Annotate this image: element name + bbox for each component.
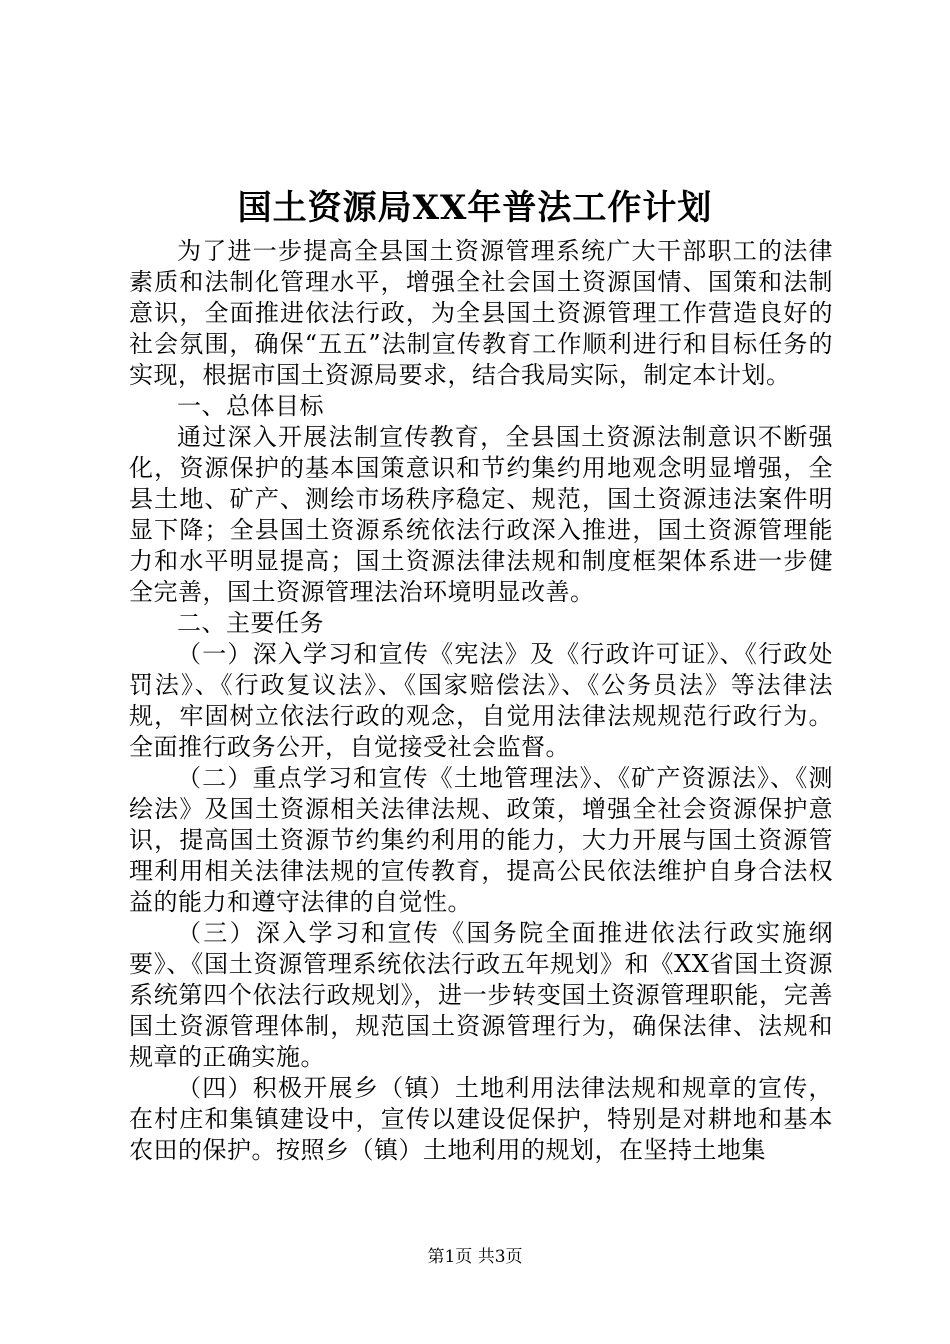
paragraph-overall-goal: 通过深入开展法制宣传教育，全县国土资源法制意识不断强化，资源保护的基本国策意识和节约集约用地观念明显增强，全县土地、矿产、测绘市场秩序稳定、规范，国土资源违法案件明显下降；全县国土资源系统依法行政深入推进，国土资源管理能力和水平明显提高；国土资源法律法规和制度框架体系进一步健全完善，国土资源管理法治环境明显改善。 bbox=[129, 423, 833, 606]
document-title: 国土资源局XX年普法工作计划 bbox=[237, 188, 713, 228]
paragraph-task-2: （二）重点学习和宣传《土地管理法》、《矿产资源法》、《测绘法》及国土资源相关法律法规、政策，增强全社会资源保护意识，提高国土资源节约集约利用的能力，大力开展与国土资源管理利用相关法律法规的宣传教育，提高公民依法维护自身合法权益的能力和遵守法律的自觉性。 bbox=[129, 764, 833, 916]
section-heading-overall-goal: 一、总体目标 bbox=[177, 392, 324, 420]
paragraph-task-3: （三）深入学习和宣传《国务院全面推进依法行政实施纲要》、《国土资源管理系统依法行政五年规划》和《XX省国土资源系统第四个依法行政规划》，进一步转变国土资源管理职能，完善国土资源管理体制，规范国土资源管理行为，确保法律、法规和规章的正确实施。 bbox=[129, 919, 833, 1071]
paragraph-intro: 为了进一步提高全县国土资源管理系统广大干部职工的法律素质和法制化管理水平，增强全社会国土资源国情、国策和法制意识，全面推进依法行政，为全县国土资源管理工作营造良好的社会氛围，确保“五五”法制宣传教育工作顺利进行和目标任务的实现，根据市国土资源局要求，结合我局实际，制定本计划。 bbox=[129, 237, 833, 389]
document-body bbox=[129, 236, 833, 1166]
section-heading-main-tasks: 二、主要任务 bbox=[177, 609, 324, 637]
paragraph-task-4: （四）积极开展乡（镇）土地利用法律法规和规章的宣传，在村庄和集镇建设中，宣传以建设促保护，特别是对耕地和基本农田的保护。按照乡（镇）土地利用的规划，在坚持土地集 bbox=[129, 1074, 833, 1164]
paragraph-task-1: （一）深入学习和宣传《宪法》及《行政许可证》、《行政处罚法》、《行政复议法》、《国家赔偿法》、《公务员法》等法律法规，牢固树立依法行政的观念，自觉用法律法规规范行政行为。全面推行政务公开，自觉接受社会监督。 bbox=[129, 640, 833, 761]
page-number-footer: 第1页 共3页 bbox=[427, 1247, 523, 1267]
